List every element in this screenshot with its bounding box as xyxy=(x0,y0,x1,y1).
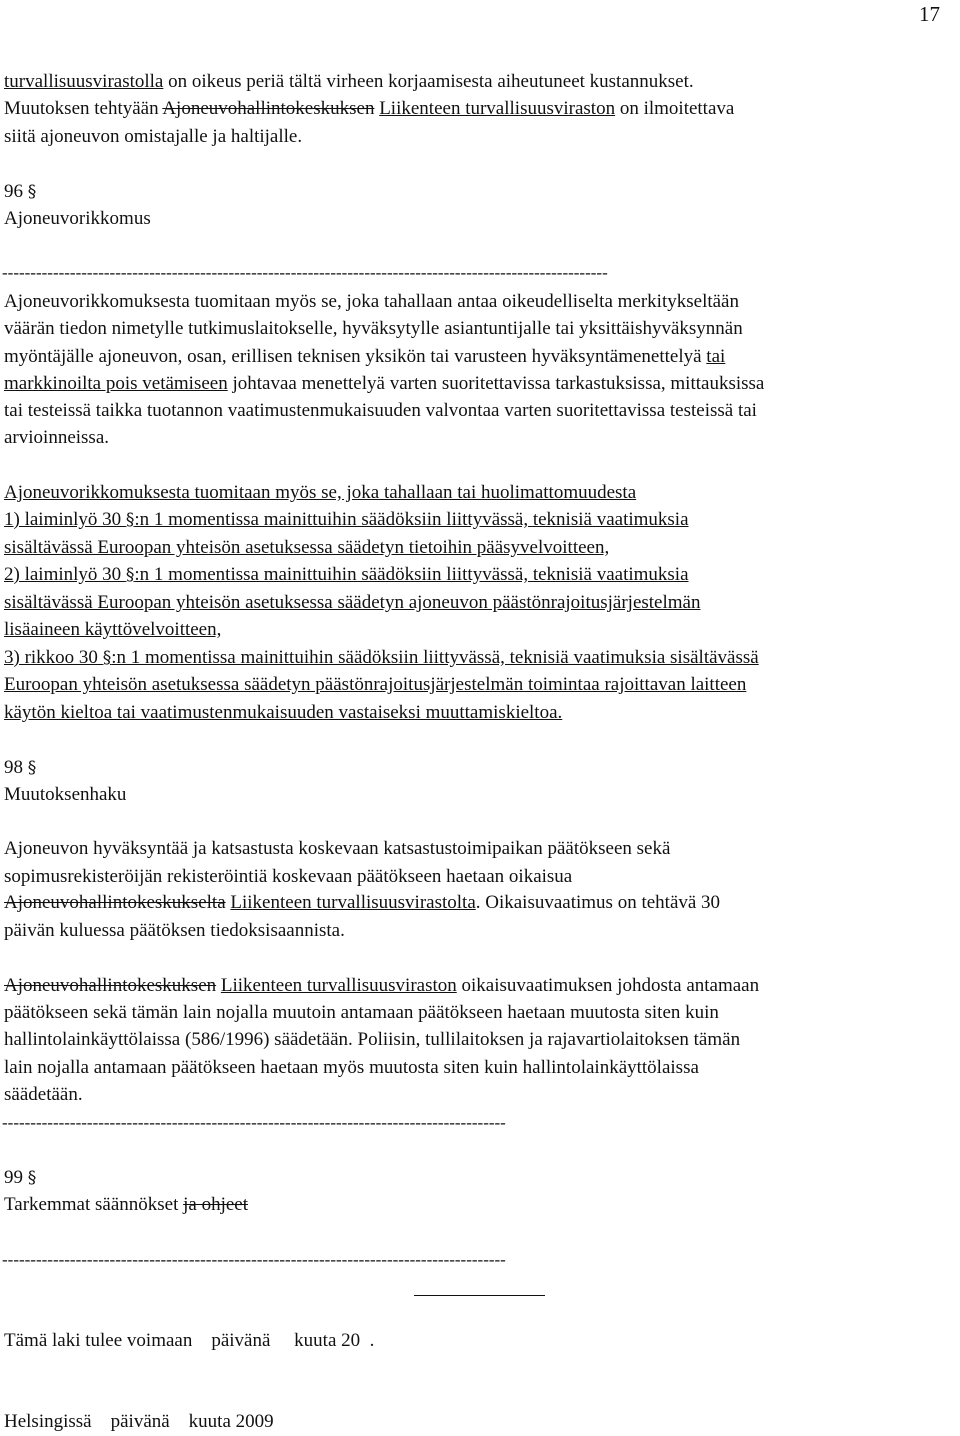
top-line-1 xyxy=(4,71,694,93)
s96-p1-line-6: arvioinneissa. xyxy=(4,427,110,448)
body-text: oikaisuvaatimuksen johdosta antamaan xyxy=(456,975,760,996)
signature-place-date: Helsingissä päivänä kuuta 2009 xyxy=(4,1411,274,1432)
deleted-text: ja ohjeet xyxy=(183,1194,248,1215)
s98-p2-line-1 xyxy=(4,975,759,997)
separator-dashes: ----------------------------------------------------------------------------------------------------------- xyxy=(2,264,608,282)
deleted-text: Ajoneuvohallintokeskuksen xyxy=(4,975,217,996)
page-number: 17 xyxy=(919,2,940,26)
body-text: johtavaa menettelyä varten suoritettavissa tarkastuksissa, mittauksissa xyxy=(227,373,765,394)
inserted-text: markkinoilta pois vetämiseen xyxy=(4,373,228,394)
s96-p2-line-8: Euroopan yhteisön asetuksessa säädetyn päästönrajoitusjärjestelmän toimintaa rajoittavan laitteen xyxy=(4,674,747,695)
section-96-number xyxy=(4,181,36,203)
body-text: on ilmoitettava xyxy=(615,98,735,119)
s98-p1-line-3 xyxy=(4,892,720,914)
enactment-clause: Tämä laki tulee voimaan päivänä kuuta 20 . xyxy=(4,1330,375,1351)
section-sign: § xyxy=(27,1168,37,1188)
s96-p2-line-2 xyxy=(4,509,689,531)
s96-p1-line-3 xyxy=(4,346,725,368)
s96-p1-line-5: tai testeissä taikka tuotannon vaatimustenmukaisuuden valvontaa varten suoritettavissa testeissä tai xyxy=(4,400,757,421)
section-number: 96 xyxy=(4,181,28,202)
s96-p2-line-1: Ajoneuvorikkomuksesta tuomitaan myös se, joka tahallaan tai huolimattomuudesta xyxy=(4,482,637,503)
body-text: myöntäjälle ajoneuvon, osan, erillisen teknisen yksikön tai varusteen hyväksyntämenettelyä xyxy=(4,346,707,367)
inserted-text: turvallisuusvirastolla xyxy=(4,71,164,92)
s96-p2-line-4 xyxy=(4,564,689,586)
deleted-text: Ajoneuvohallintokeskukselta xyxy=(4,892,226,913)
separator-dashes: ----------------------------------------------------------------------------------------- xyxy=(2,1114,506,1132)
inserted-text: 3) rikkoo 30 xyxy=(4,647,103,668)
s98-p2-line-4: lain nojalla antamaan päätökseen haetaan myös muutosta siten kuin hallintolainkäyttölaissa xyxy=(4,1057,699,1078)
separator-dashes: ----------------------------------------------------------------------------------------- xyxy=(2,1251,506,1269)
s98-p2-line-5: säädetään. xyxy=(4,1084,83,1105)
s96-p1-line-1: Ajoneuvorikkomuksesta tuomitaan myös se, joka tahallaan antaa oikeudelliselta merkitykseltään xyxy=(4,291,739,312)
inserted-text: tai xyxy=(706,346,726,367)
title-text: Tarkemmat säännökset xyxy=(4,1194,184,1215)
section-99-title xyxy=(4,1194,248,1216)
inserted-text: :n 1 momentissa mainittuihin säädöksiin liittyvässä, teknisiä vaatimuksia xyxy=(134,509,689,530)
inserted-text: Liikenteen turvallisuusvirastolta xyxy=(230,892,476,913)
section-98-number xyxy=(4,757,36,779)
deleted-text: Ajoneuvohallintokeskuksen xyxy=(162,98,375,119)
body-text: Muutoksen tehtyään xyxy=(4,98,163,119)
s98-p2-line-3: hallintolainkäyttölaissa (586/1996) säädetään. Poliisin, tullilaitoksen ja rajavartiolaitoksen tämän xyxy=(4,1029,741,1050)
inserted-text: :n 1 momentissa mainittuihin säädöksiin liittyvässä, teknisiä vaatimuksia xyxy=(134,564,689,585)
inserted-text: Liikenteen turvallisuusviraston xyxy=(379,98,616,119)
s96-p2-line-6: lisäaineen käyttövelvoitteen, xyxy=(4,619,222,640)
top-line-3: siitä ajoneuvon omistajalle ja haltijalle. xyxy=(4,126,303,147)
inserted-text: 1) laiminlyö 30 xyxy=(4,509,126,530)
section-sign: § xyxy=(102,648,112,668)
inserted-text: Liikenteen turvallisuusviraston xyxy=(220,975,457,996)
s96-p1-line-2: väärän tiedon nimetylle tutkimuslaitokselle, hyväksytylle asiantuntijalle tai yksittäishyväksynnän xyxy=(4,318,743,339)
section-number: 98 xyxy=(4,757,28,778)
section-number: 99 xyxy=(4,1167,28,1188)
s96-p2-line-7 xyxy=(4,647,759,669)
inserted-text: :n 1 momentissa mainittuihin säädöksiin liittyvässä, teknisiä vaatimuksia sisältävässä xyxy=(111,647,759,668)
section-sign: § xyxy=(27,758,37,778)
body-text: . Oikaisuvaatimus on tehtävä 30 xyxy=(475,892,721,913)
s96-p1-line-4 xyxy=(4,373,764,395)
s98-p1-line-2: sopimusrekisteröijän rekisteröintiä koskevaan päätökseen haetaan oikaisua xyxy=(4,866,573,887)
section-sign: § xyxy=(125,510,135,530)
section-96-title: Ajoneuvorikkomus xyxy=(4,208,151,229)
section-sign: § xyxy=(125,565,135,585)
body-text: on oikeus periä tältä virheen korjaamisesta aiheutuneet kustannukset. xyxy=(163,71,694,92)
separator-rule xyxy=(414,1295,545,1296)
section-98-title: Muutoksenhaku xyxy=(4,784,127,805)
s98-p2-line-2: päätökseen sekä tämän lain nojalla muutoin antamaan päätökseen haetaan muutosta siten kuin xyxy=(4,1002,719,1023)
s96-p2-line-9: käytön kieltoa tai vaatimustenmukaisuuden vastaiseksi muuttamiskieltoa. xyxy=(4,702,563,723)
inserted-text: 2) laiminlyö 30 xyxy=(4,564,126,585)
section-sign: § xyxy=(27,182,37,202)
s96-p2-line-5: sisältävässä Euroopan yhteisön asetuksessa säädetyn ajoneuvon päästönrajoitusjärjestelmän xyxy=(4,592,701,613)
top-line-2 xyxy=(4,98,734,120)
s98-p1-line-4: päivän kuluessa päätöksen tiedoksisaannista. xyxy=(4,920,345,941)
section-99-number xyxy=(4,1167,36,1189)
s96-p2-line-3: sisältävässä Euroopan yhteisön asetuksessa säädetyn tietoihin pääsyvelvoitteen, xyxy=(4,537,610,558)
s98-p1-line-1: Ajoneuvon hyväksyntää ja katsastusta koskevaan katsastustoimipaikan päätökseen sekä xyxy=(4,838,671,859)
